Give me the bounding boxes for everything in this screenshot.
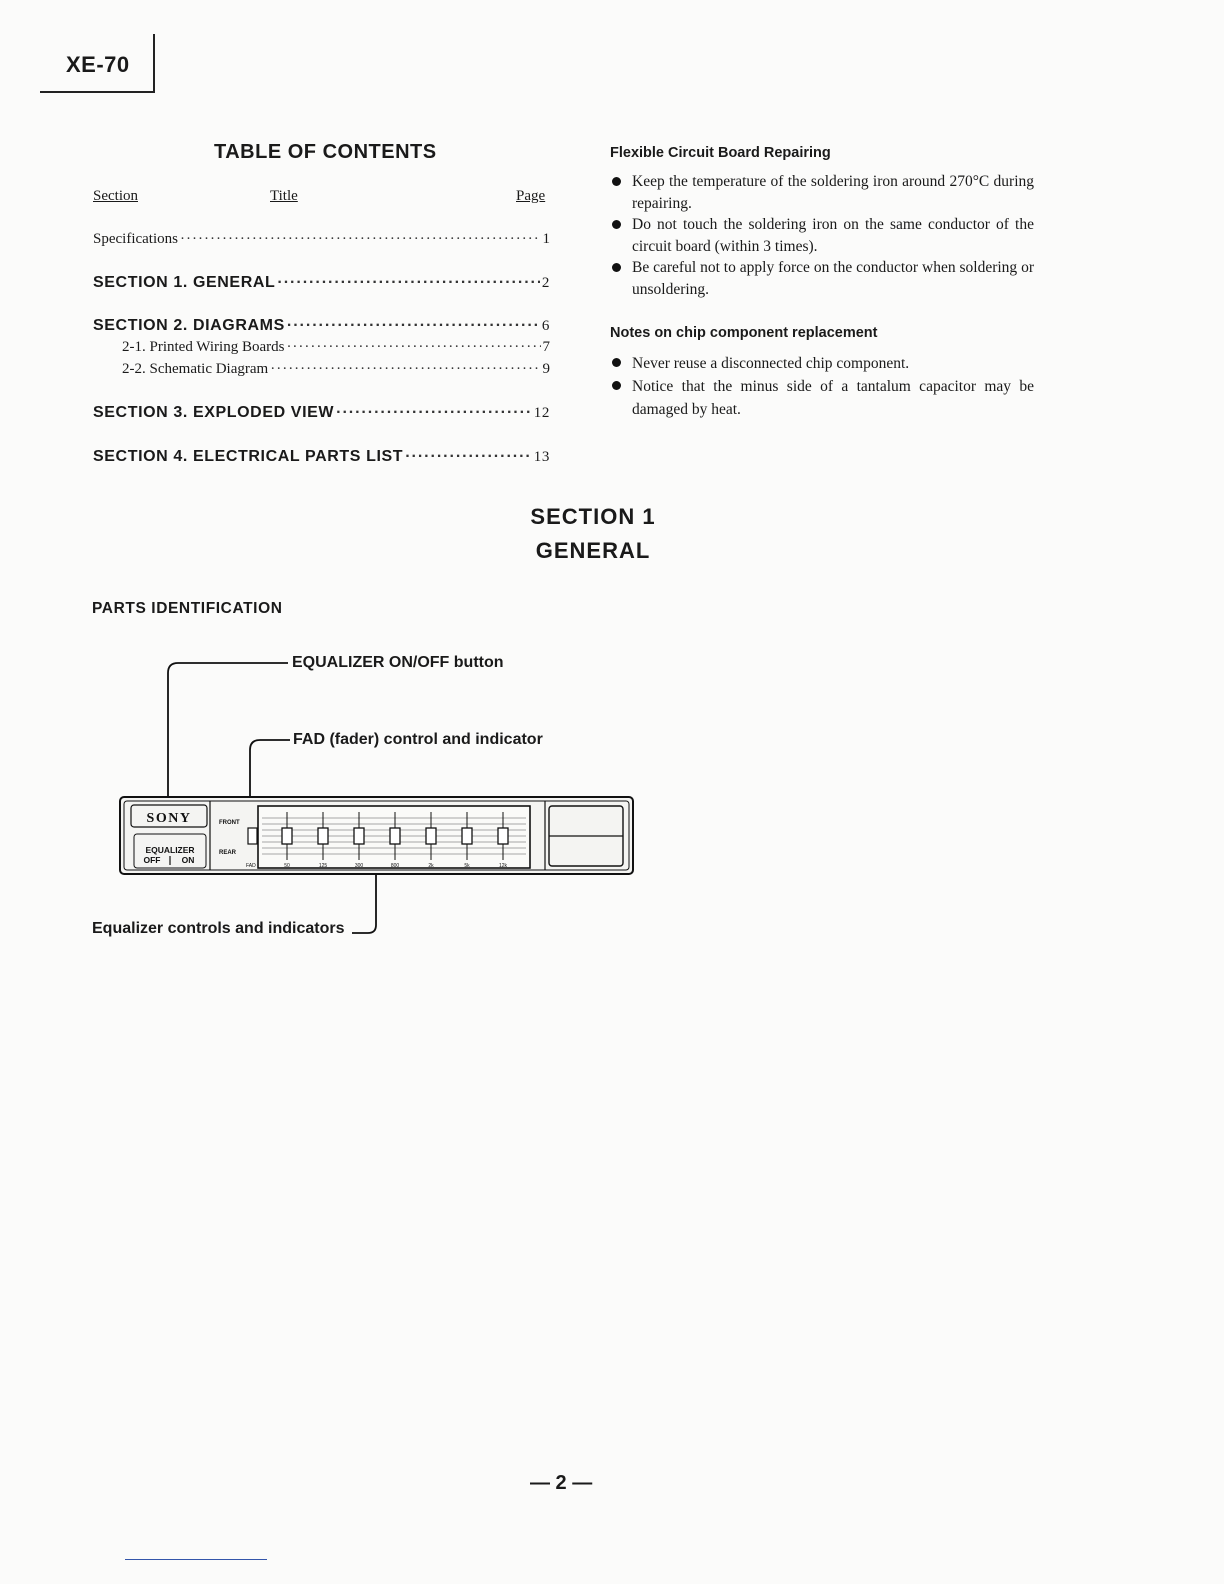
toc-entry-label: SECTION 2. DIAGRAMS — [93, 317, 285, 334]
list-item: Notice that the minus side of a tantalum capacitor may be damaged by heat. — [610, 375, 1034, 421]
toc-col-section: Section — [93, 188, 138, 204]
flex-repair-title: Flexible Circuit Board Repairing — [610, 145, 831, 161]
model-number: XE-70 — [66, 52, 130, 77]
toc-entry-label: SECTION 4. ELECTRICAL PARTS LIST — [93, 448, 404, 465]
brand-label: SONY — [146, 811, 192, 826]
eq-slider-knob — [462, 828, 472, 844]
list-item: Be careful not to apply force on the conductor when soldering or unsoldering. — [610, 257, 1034, 300]
footer-rule — [125, 1559, 267, 1560]
leader-eq-controls — [352, 872, 376, 933]
list-item: Do not touch the soldering iron on the same conductor of the circuit board (within 3 times). — [610, 214, 1034, 257]
eq-slider-knob — [390, 828, 400, 844]
callout-equalizer-button: EQUALIZER ON/OFF button — [292, 654, 504, 671]
list-item: Never reuse a disconnected chip component. — [610, 352, 1034, 375]
toc-entry-page: 9 — [542, 361, 550, 377]
section-name: GENERAL — [535, 538, 651, 563]
on-label: ON — [181, 855, 195, 865]
eq-slider-knob — [354, 828, 364, 844]
chip-notes-title: Notes on chip component replacement — [610, 325, 878, 341]
eq-band-label: 50 — [284, 863, 290, 869]
eq-slider-knob — [498, 828, 508, 844]
parts-identification-heading: PARTS IDENTIFICATION — [92, 600, 283, 617]
toc-entry-page: 12 — [533, 405, 550, 421]
toc-entry-page: 1 — [542, 231, 550, 247]
eq-band-label: 5k — [464, 863, 470, 869]
toc-entry-label: SECTION 1. GENERAL — [93, 274, 276, 291]
toc-entry-page: 7 — [542, 339, 550, 355]
eq-band-label: 300 — [354, 863, 364, 869]
callout-fader: FAD (fader) control and indicator — [293, 731, 543, 748]
list-item: Keep the temperature of the soldering iron around 270°C during repairing. — [610, 171, 1034, 214]
toc-entry-label: 2-2. Schematic Diagram — [122, 361, 269, 377]
toc-entry-page: 13 — [533, 449, 550, 465]
eq-band-label: 12k — [498, 863, 508, 869]
page-number: — 2 — — [530, 1472, 593, 1494]
toc-title: TABLE OF CONTENTS — [214, 141, 437, 163]
fader-knob — [248, 828, 257, 844]
toc-entry-label: 2-1. Printed Wiring Boards — [122, 339, 285, 355]
eq-band-label: 800 — [390, 863, 400, 869]
eq-slider-knob — [426, 828, 436, 844]
toc-entry-label: Specifications — [93, 231, 178, 247]
section-number: SECTION 1 — [530, 504, 656, 529]
toc-col-title: Title — [270, 188, 298, 204]
off-label: OFF — [143, 855, 161, 865]
callout-eq-controls: Equalizer controls and indicators — [92, 920, 345, 937]
eq-band-label: 125 — [318, 863, 328, 869]
front-label: FRONT — [219, 820, 240, 826]
toc-entry-page: 6 — [541, 318, 550, 334]
fad-label: FAD — [246, 863, 256, 869]
eq-band-label: 2k — [428, 863, 434, 869]
toc-entry-label: SECTION 3. EXPLODED VIEW — [93, 404, 335, 421]
toc-col-page: Page — [516, 188, 546, 204]
eq-slider-knob — [282, 828, 292, 844]
toc-entry-page: 2 — [541, 275, 550, 291]
eq-slider-knob — [318, 828, 328, 844]
equalizer-label: EQUALIZER — [145, 845, 195, 855]
rear-label: REAR — [219, 850, 237, 856]
